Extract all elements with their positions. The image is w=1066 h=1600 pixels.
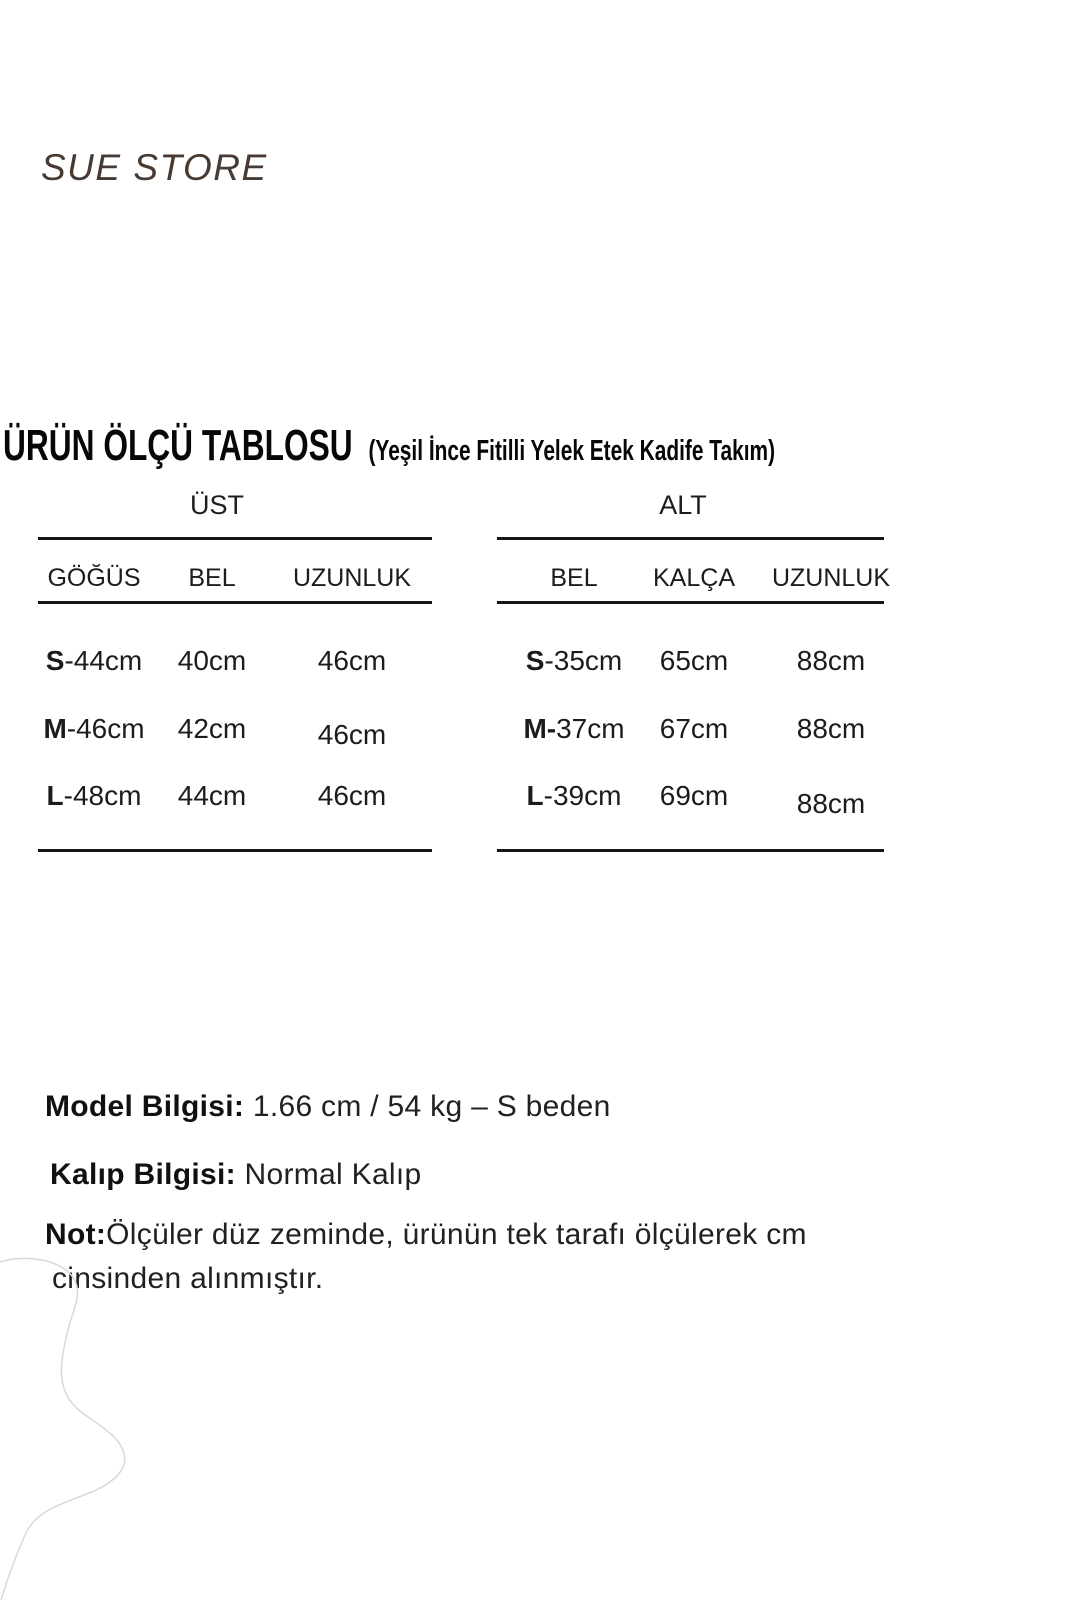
brand-logo: SUE STORE [41, 147, 268, 188]
size-cell [523, 710, 624, 748]
column-header-gogus: GÖĞÜS [47, 564, 141, 592]
fit-info-value: Normal Kalıp [235, 1158, 422, 1191]
model-info-line [45, 1085, 855, 1129]
table-row-l [38, 777, 432, 815]
measure-cell: 46cm [317, 719, 387, 750]
measure-cell: 46cm [317, 780, 387, 811]
size-value: 37cm [556, 713, 625, 744]
measure-cell: 40cm [177, 645, 247, 676]
measure-cell: 46cm [317, 645, 387, 676]
column-header-bel: BEL [188, 564, 236, 592]
table-row-m [38, 710, 432, 748]
table-rule-bottom [38, 849, 432, 852]
table-rule-mid [497, 601, 884, 604]
size-value: -44cm [64, 645, 143, 676]
size-table-ust [38, 480, 432, 855]
size-cell [43, 710, 144, 748]
size-value: -48cm [63, 780, 142, 811]
column-header-uzunluk: UZUNLUK [292, 564, 412, 592]
size-cell [47, 777, 142, 815]
size-cell [526, 642, 622, 680]
measure-cell: 65cm [659, 645, 729, 676]
table-header-row [497, 561, 891, 595]
size-value: -46cm [66, 713, 145, 744]
size-value: -35cm [544, 645, 623, 676]
size-value: -39cm [543, 780, 622, 811]
table-rule-mid [38, 601, 432, 604]
size-letter: M [43, 713, 67, 744]
column-header-kalca: KALÇA [653, 564, 735, 592]
table-row-s [38, 642, 432, 680]
table-rule-top [497, 537, 884, 540]
size-cell [46, 642, 142, 680]
note-text-1: Ölçüler düz zeminde, ürünün tek tarafı ölçülerek cm [106, 1218, 807, 1251]
size-letter: S [525, 645, 545, 676]
model-info-value: 1.66 cm / 54 kg – S beden [244, 1090, 611, 1123]
note-text-2: cinsinden alınmıştır. [52, 1262, 324, 1295]
measure-cell: 69cm [659, 780, 729, 811]
table-group-row [38, 488, 432, 522]
table-group-label: ALT [659, 490, 707, 520]
measure-cell: 88cm [796, 645, 866, 676]
note-label: Not: [45, 1218, 107, 1251]
measure-cell: 88cm [796, 788, 866, 819]
table-row-m [497, 710, 884, 748]
column-header-uzunluk: UZUNLUK [771, 564, 891, 592]
measure-cell: 42cm [177, 713, 247, 744]
size-cell [527, 777, 622, 815]
size-letter: M- [523, 713, 557, 744]
table-group-label: ÜST [190, 490, 244, 520]
size-letter: L [46, 780, 64, 811]
note-line [45, 1213, 855, 1301]
table-group-row [497, 488, 884, 522]
table-rule-bottom [497, 849, 884, 852]
table-row-l [497, 777, 884, 819]
table-header-row [38, 561, 432, 595]
size-letter: L [526, 780, 544, 811]
fit-info-label: Kalıp Bilgisi: [50, 1158, 236, 1191]
size-letter: S [45, 645, 65, 676]
table-rule-top [38, 537, 432, 540]
column-header-bel: BEL [550, 564, 598, 592]
measure-cell: 44cm [177, 780, 247, 811]
product-name-text: (Yeşil İnce Fitilli Yelek Etek Kadife Takım) [368, 435, 776, 467]
page-title [3, 421, 775, 471]
measure-cell: 67cm [659, 713, 729, 744]
decorative-curve [0, 1253, 150, 1600]
size-table-alt [497, 480, 891, 855]
page-title-text: ÜRÜN ÖLÇÜ TABLOSU [3, 421, 353, 470]
measure-cell: 88cm [796, 713, 866, 744]
model-info-label: Model Bilgisi: [45, 1090, 245, 1123]
table-row-s [497, 642, 884, 680]
fit-info-line [50, 1153, 860, 1197]
